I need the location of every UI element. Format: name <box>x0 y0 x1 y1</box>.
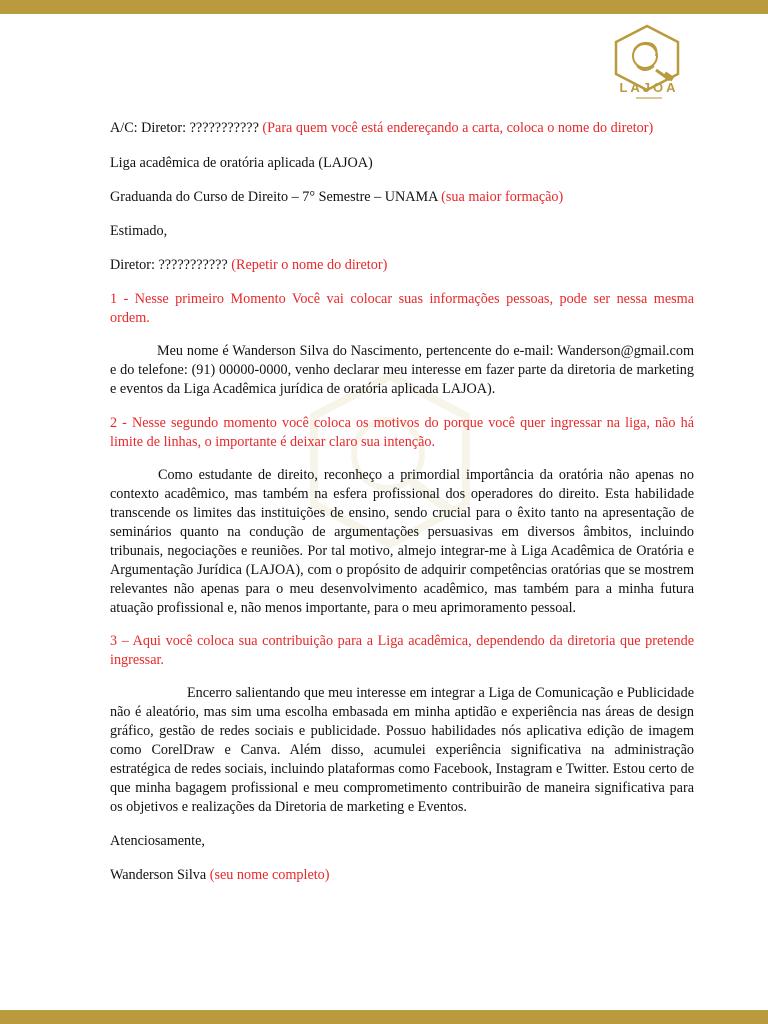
instruction-step-3: 3 – Aqui você coloca sua contribuição para a Liga acadêmica, dependendo da diretoria que pretende ingressar. <box>110 633 694 668</box>
paragraph-contribution: Encerro salientando que meu interesse em integrar a Liga de Comunicação e Publicidade não é aleatório, mas sim uma escolha embasada em minha aptidão e experiência nas áreas de design gráfico, gestão de redes sociais e publicidade. Possuo habilidades nós aplicativa edição de imagem como CorelDraw e Canva. Além disso, acumulei experiência significativa na administração estratégica de redes sociais, incluindo plataformas como Facebook, Instagram e Twitter. Estou certo de que minha bagagem profissional e meu comprometimento contribuirão de maneira significativa para os objetivos e realizações da Diretoria de marketing e Eventos. <box>110 685 694 815</box>
instruction-note: (Para quem você está endereçando a carta, coloca o nome do diretor) <box>258 120 654 136</box>
signature-line: Wanderson Silva (seu nome completo) <box>110 867 330 883</box>
logo-tagline-rule <box>636 97 662 99</box>
director-line: Diretor: ??????????? (Repetir o nome do diretor) <box>110 257 388 273</box>
letter-body <box>110 119 694 885</box>
greeting: Estimado, <box>110 223 168 239</box>
paragraph-personal-info: Meu nome é Wanderson Silva do Nascimento, pertencente do e-mail: Wanderson@gmail.com e do telefone: (91) 00000-0000, venho declarar meu interesse em fazer parte da diretoria de marketing e eventos da Liga Acadêmica jurídica de oratória aplicada LAJOA). <box>110 343 694 397</box>
top-gold-bar <box>0 0 768 14</box>
logo-wordmark: LAJOA <box>619 80 679 95</box>
course-line: Graduanda do Curso de Direito – 7° Semestre – UNAMA (sua maior formação) <box>110 189 564 205</box>
instruction-note: (seu nome completo) <box>206 867 330 883</box>
instruction-note: (Repetir o nome do diretor) <box>227 257 388 273</box>
bottom-gold-bar <box>0 1010 768 1024</box>
instruction-step-1: 1 - Nesse primeiro Momento Você vai colocar suas informações pessoas, pode ser nessa mesma ordem. <box>110 291 694 326</box>
organization-line: Liga acadêmica de oratória aplicada (LAJOA) <box>110 155 373 171</box>
instruction-step-2: 2 - Nesse segundo momento você coloca os motivos do porque você quer ingressar na liga, não há limite de linhas, o importante é deixar claro sua intenção. <box>110 415 694 450</box>
instruction-note: (sua maior formação) <box>437 189 564 205</box>
paragraph-motivation: Como estudante de direito, reconheço a primordial importância da oratória não apenas no contexto acadêmico, mas também na esfera profissional dos operadores do direito. Esta habilidade transcende os limites das instituições de ensino, sendo crucial para o êxito tanto na apresentação de seminários quanto na condução de argumentações persuasivas em diversos âmbitos, incluindo tribunais, negociações e reuniões. Por tal motivo, almejo integrar-me à Liga Acadêmica de Oratória e Argumentação Jurídica (LAJOA), com o propósito de adquirir competências oratórias que se mostrem relevantes não apenas para o meu desenvolvimento acadêmico, mas também para a minha futura atuação profissional e, não menos importante, para o meu aprimoramento pessoal. <box>110 467 694 616</box>
addressee-line: A/C: Diretor: ??????????? (Para quem você está endereçando a carta, coloca o nome do diretor) <box>110 120 654 136</box>
closing-line: Atenciosamente, <box>110 833 205 849</box>
